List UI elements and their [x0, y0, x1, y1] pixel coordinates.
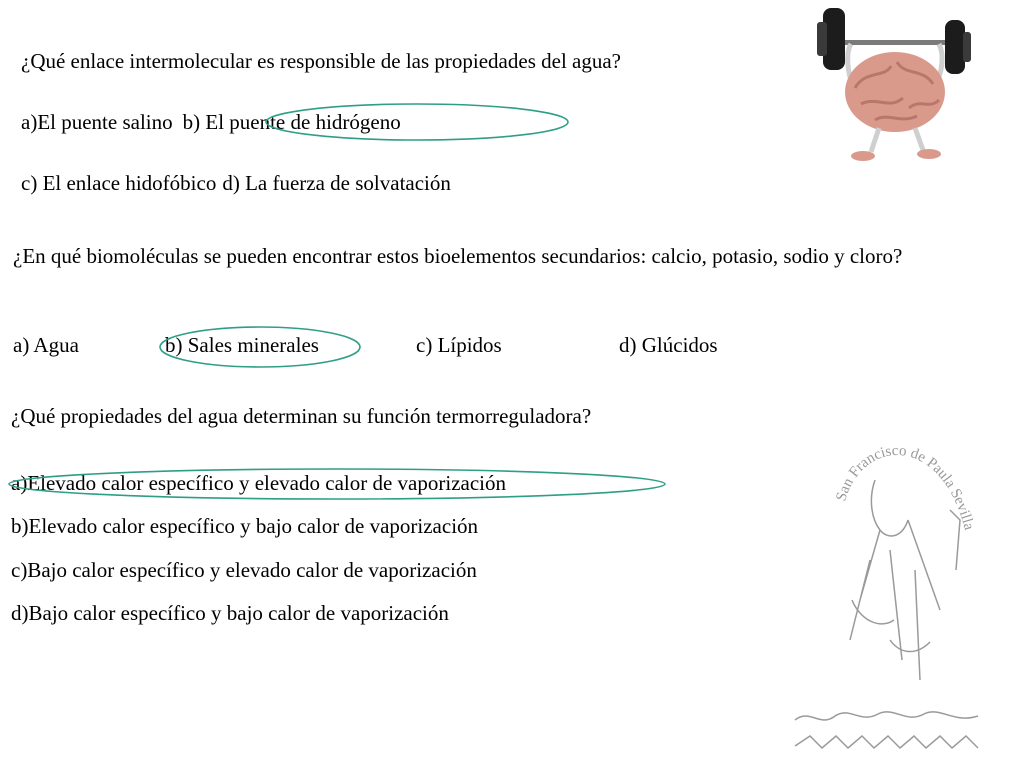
right-leg: [915, 128, 923, 150]
question-1-option-b: b) El puente de hidrógeno: [182, 110, 401, 134]
brain: [845, 52, 945, 132]
question-3-option-c: c)Bajo calor específico y elevado calor de vaporización: [11, 558, 477, 582]
right-foot: [917, 149, 941, 159]
left-leg: [871, 128, 879, 152]
question-1-options-row-1: [21, 110, 401, 134]
question-2-option-d: d) Glúcidos: [619, 333, 718, 357]
left-foot: [851, 151, 875, 161]
barbell-plate-right: [945, 20, 965, 74]
question-1-option-c: c) El enlace hidofóbico: [21, 171, 217, 195]
barbell-collar-left: [817, 22, 827, 56]
seal-zigzag: [795, 736, 978, 748]
question-2-option-c: c) Lípidos: [416, 333, 502, 357]
question-2-text: ¿En qué biomoléculas se pueden encontrar estos bioelementos secundarios: calcio, potasio, sodio y cloro?: [13, 244, 903, 268]
question-1-option-a: a)El puente salino: [21, 110, 173, 134]
question-1-text: ¿Qué enlace intermolecular es responsible de las propiedades del agua?: [21, 49, 621, 73]
seal-ground-line: [795, 712, 978, 720]
question-2-option-b: b) Sales minerales: [165, 333, 319, 357]
question-2-option-a: a) Agua: [13, 333, 79, 357]
question-3-option-a: a)Elevado calor específico y elevado calor de vaporización: [11, 471, 506, 495]
seal-figure-body: [850, 520, 940, 680]
seal-staff: [950, 510, 960, 570]
seal-lettering: San Francisco de Paula Sevilla: [833, 442, 977, 532]
question-3-option-b: b)Elevado calor específico y bajo calor de vaporización: [11, 514, 479, 538]
barbell-collar-right: [963, 32, 971, 62]
brain-weightlifter-illustration: [805, 0, 985, 172]
school-seal-watermark: [790, 420, 990, 760]
question-2-options-row: [13, 333, 773, 359]
question-1-option-d: d) La fuerza de solvatación: [222, 171, 451, 195]
question-3-text: ¿Qué propiedades del agua determinan su función termorreguladora?: [11, 404, 592, 428]
question-3-option-d: d)Bajo calor específico y bajo calor de vaporización: [11, 601, 449, 625]
seal-figure-head: [871, 480, 908, 536]
question-1-options-row-2: [21, 171, 451, 195]
barbell-bar: [835, 40, 963, 45]
